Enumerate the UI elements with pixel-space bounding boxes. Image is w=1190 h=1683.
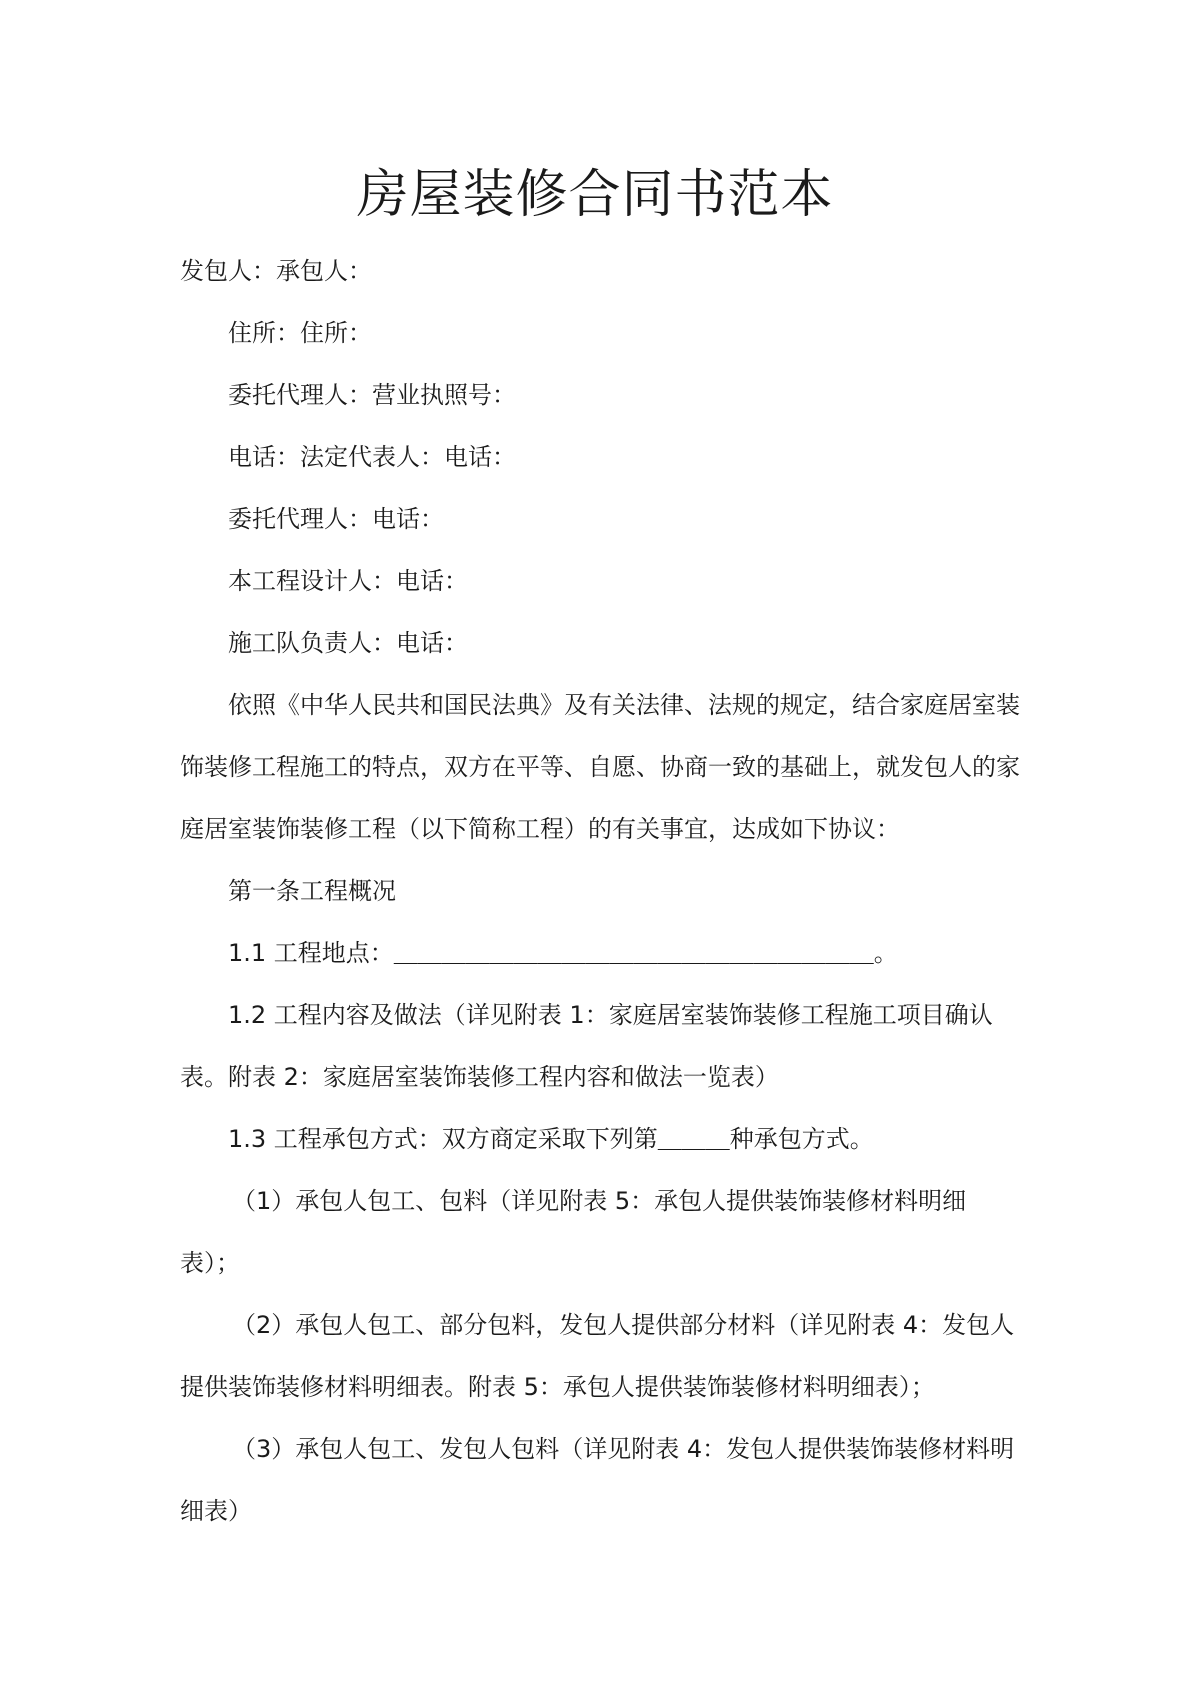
document-title: 房屋装修合同书范本 — [356, 165, 834, 225]
clause-1-2: 1.2 工程内容及做法（详见附表 1：家庭居室装饰装修工程施工项目确认表。附表 2：家庭居室装饰装修工程内容和做法一览表） — [180, 1001, 993, 1091]
paragraph-address: 住所：住所： — [228, 319, 372, 347]
option-1: （1）承包人包工、包料（详见附表 5：承包人提供装饰装修材料明细表）； — [180, 1187, 967, 1277]
paragraph-parties: 发包人：承包人： — [180, 257, 372, 285]
paragraph-designer: 本工程设计人：电话： — [228, 567, 468, 595]
paragraph-team-leader: 施工队负责人：电话： — [228, 629, 468, 657]
paragraph-agent-license: 委托代理人：营业执照号： — [228, 381, 516, 409]
paragraph-phone-legal-rep: 电话：法定代表人：电话： — [228, 443, 516, 471]
paragraph-agent-phone: 委托代理人：电话： — [228, 505, 444, 533]
option-2: （2）承包人包工、部分包料，发包人提供部分材料（详见附表 4：发包人提供装饰装修材料明细表。附表 5：承包人提供装饰装修材料明细表）； — [180, 1311, 1015, 1401]
clause-1-3: 1.3 工程承包方式：双方商定采取下列第＿＿＿种承包方式。 — [228, 1125, 874, 1153]
paragraph-preamble: 依照《中华人民共和国民法典》及有关法律、法规的规定，结合家庭居室装饰装修工程施工的特点，双方在平等、自愿、协商一致的基础上，就发包人的家庭居室装饰装修工程（以下简称工程）的有关事宜，达成如下协议： — [180, 691, 1020, 843]
option-3: （3）承包人包工、发包人包料（详见附表 4：发包人提供装饰装修材料明细表） — [180, 1435, 1015, 1525]
document-body — [180, 240, 1020, 1542]
clause-1-1: 1.1 工程地点：＿＿＿＿＿＿＿＿＿＿＿＿＿＿＿＿＿＿＿＿。 — [228, 939, 898, 967]
section-heading-article-1: 第一条工程概况 — [228, 877, 396, 905]
